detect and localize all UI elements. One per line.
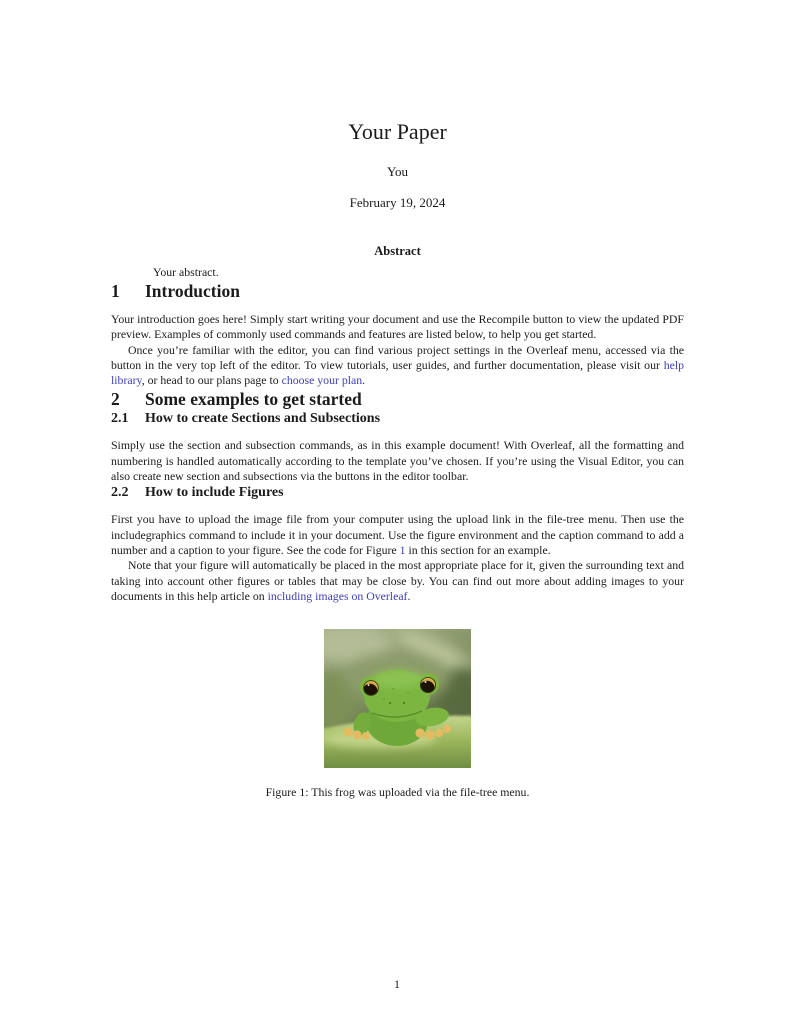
abstract-heading: Abstract <box>374 244 421 258</box>
subsection-2-1-heading <box>111 410 684 428</box>
subsection-2-2-number: 2.2 <box>111 485 129 501</box>
section-2-number: 2 <box>111 389 120 410</box>
paper-date: February 19, 2024 <box>349 195 446 210</box>
page-number: 1 <box>394 977 400 991</box>
paragraph <box>111 512 684 558</box>
inline-link[interactable]: including images on Overleaf <box>267 588 408 603</box>
frog-photo <box>324 629 471 768</box>
text-run: First you have to upload the image file from your computer using the upload link in the file-tree menu. Then use the includegraphics command to include it in your document. Use the figure environment and the caption command to add a number and a caption to your figure. See the code for Figure <box>111 512 684 557</box>
section-1-title: Introduction <box>145 281 240 301</box>
paragraph <box>111 438 684 484</box>
text-run: . <box>362 373 366 388</box>
section-1-number: 1 <box>111 281 120 301</box>
figure-caption: Figure 1: This frog was uploaded via the file-tree menu. <box>265 785 530 800</box>
paragraph <box>111 343 684 389</box>
document-body <box>111 118 684 800</box>
paragraph <box>111 558 684 604</box>
text-run: Once you’re familiar with the editor, you can find various project settings in the Overleaf menu, accessed via the button in the very top left of the editor. To view tutorials, user guides, and further documentation, please visit our <box>111 342 684 372</box>
paper-title: Your Paper <box>348 119 447 144</box>
paragraph <box>111 312 684 343</box>
text-run: Simply use the section and subsection commands, as in this example document! With Overleaf, all the formatting and numbering is handled automatically according to the template you’ve chosen. If you’re using the Visual Editor, you can also create new section and subsections via the buttons in the editor toolbar. <box>111 438 684 484</box>
text-run: . <box>407 588 411 603</box>
text-run: Your introduction goes here! Simply start writing your document and use the Recompile button to view the updated PDF preview. Examples of commonly used commands and features are listed below, to help you get started. <box>111 312 684 342</box>
section-2-title: Some examples to get started <box>145 389 362 410</box>
subsection-2-2-heading <box>111 484 684 502</box>
text-run: Note that your figure will automatically be placed in the most appropriate place for it, given the surrounding text and taking into account other figures or tables that may be close by. You can find out more about adding images to your documents in this help article on <box>111 558 684 603</box>
text-run: , or head to our plans page to <box>141 373 282 388</box>
paper-author: You <box>386 164 409 179</box>
subsection-2-2-title: How to include Figures <box>145 485 284 501</box>
section-1-heading <box>111 280 684 302</box>
text-run: in this section for an example. <box>405 542 551 557</box>
subsection-2-1-title: How to create Sections and Subsections <box>145 411 381 427</box>
inline-link[interactable]: 1 <box>399 542 406 557</box>
inline-link[interactable]: choose your plan <box>281 373 363 388</box>
inline-link[interactable]: help library <box>111 357 684 388</box>
figure-1 <box>111 629 684 800</box>
title-block <box>111 118 684 210</box>
abstract-text: Your abstract. <box>153 265 219 279</box>
subsection-2-1-number: 2.1 <box>111 411 129 427</box>
section-2-heading <box>111 388 684 410</box>
